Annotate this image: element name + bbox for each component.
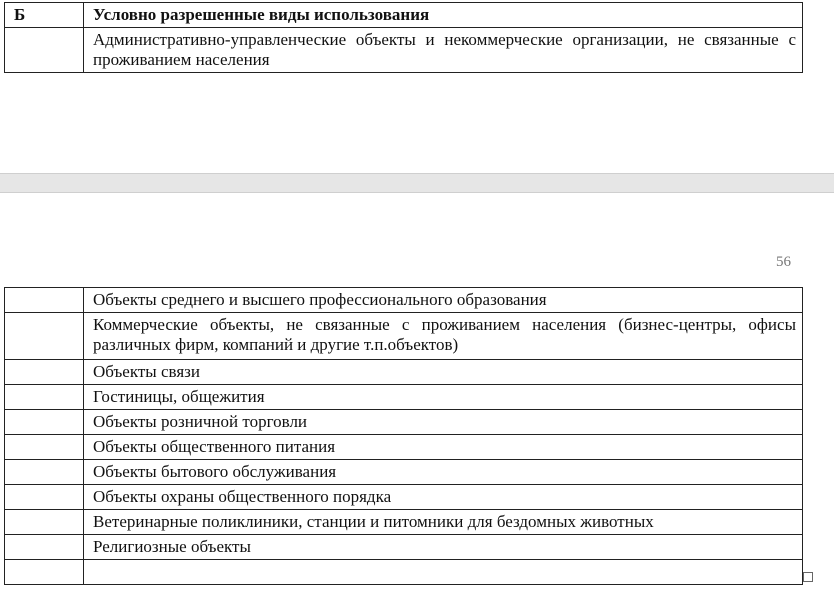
use-type-cell: Гостиницы, общежития (84, 385, 803, 410)
table-row (5, 385, 803, 410)
table-row (5, 460, 803, 485)
land-use-table (4, 287, 803, 585)
empty-cell (5, 510, 84, 535)
empty-cell (5, 360, 84, 385)
table-row (5, 485, 803, 510)
empty-cell (5, 410, 84, 435)
empty-cell (5, 313, 84, 360)
table-row (5, 360, 803, 385)
table-row (5, 435, 803, 460)
use-type-cell: Ветеринарные поликлиники, станции и питомники для бездомных животных (84, 510, 803, 535)
use-type-cell: Объекты общественного питания (84, 435, 803, 460)
use-type-cell: Объекты среднего и высшего профессионального образования (84, 288, 803, 313)
empty-cell (5, 485, 84, 510)
table-row (5, 288, 803, 313)
empty-cell (5, 535, 84, 560)
table-row (5, 510, 803, 535)
empty-cell (5, 28, 84, 73)
page-number: 56 (776, 254, 791, 270)
table-row (5, 313, 803, 360)
table-header-row (5, 3, 803, 28)
use-type-cell: Религиозные объекты (84, 535, 803, 560)
land-use-table-continued (4, 2, 803, 73)
empty-cell (5, 560, 84, 585)
table-row (5, 560, 803, 585)
page-separator (0, 173, 834, 193)
use-type-cell (84, 560, 803, 585)
use-type-cell: Объекты бытового обслуживания (84, 460, 803, 485)
table-row (5, 410, 803, 435)
section-title-cell: Условно разрешенные виды использования (84, 3, 803, 28)
empty-cell (5, 288, 84, 313)
table-row (5, 535, 803, 560)
use-type-cell: Объекты связи (84, 360, 803, 385)
use-type-cell: Коммерческие объекты, не связанные с проживанием населения (бизнес-центры, офисы различных фирм, компаний и другие т.п.объектов) (84, 313, 803, 360)
table-resize-handle[interactable] (803, 572, 813, 582)
use-type-cell: Административно-управленческие объекты и некоммерческие организации, не связанные с проживанием населения (84, 28, 803, 73)
use-type-cell: Объекты розничной торговли (84, 410, 803, 435)
use-type-cell: Объекты охраны общественного порядка (84, 485, 803, 510)
empty-cell (5, 460, 84, 485)
empty-cell (5, 385, 84, 410)
table-row (5, 28, 803, 73)
section-label-cell: Б (5, 3, 84, 28)
empty-cell (5, 435, 84, 460)
